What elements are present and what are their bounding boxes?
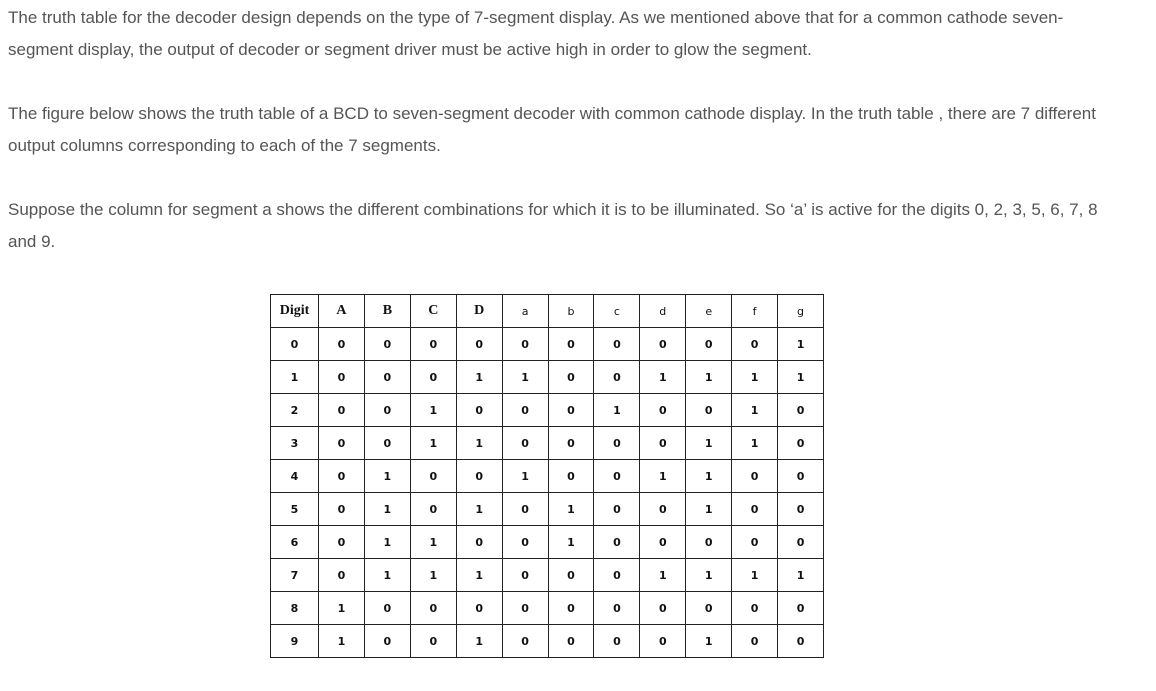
column-header: f — [732, 295, 778, 328]
table-cell: 0 — [640, 592, 686, 625]
table-cell: 1 — [594, 394, 640, 427]
table-cell: 1 — [456, 427, 502, 460]
table-cell: 0 — [640, 526, 686, 559]
table-cell: 0 — [319, 493, 365, 526]
table-cell: 1 — [778, 328, 824, 361]
table-cell: 1 — [686, 625, 732, 658]
table-row — [271, 394, 824, 427]
table-cell: 0 — [594, 427, 640, 460]
table-cell: 0 — [778, 592, 824, 625]
table-cell: 1 — [732, 559, 778, 592]
table-cell: 2 — [271, 394, 319, 427]
table-cell: 0 — [502, 427, 548, 460]
table-row — [271, 526, 824, 559]
table-cell: 0 — [778, 526, 824, 559]
table-cell: 1 — [456, 625, 502, 658]
table-cell: 0 — [594, 493, 640, 526]
table-cell: 0 — [732, 328, 778, 361]
table-cell: 0 — [548, 592, 594, 625]
table-cell: 0 — [502, 559, 548, 592]
table-cell: 1 — [364, 526, 410, 559]
table-cell: 0 — [778, 625, 824, 658]
table-cell: 0 — [548, 625, 594, 658]
table-cell: 1 — [548, 493, 594, 526]
table-row — [271, 460, 824, 493]
table-cell: 1 — [732, 394, 778, 427]
table-cell: 1 — [686, 460, 732, 493]
table-cell: 0 — [640, 427, 686, 460]
table-cell: 0 — [319, 361, 365, 394]
table-cell: 1 — [319, 592, 365, 625]
table-cell: 0 — [364, 625, 410, 658]
column-header: C — [410, 295, 456, 328]
column-header: D — [456, 295, 502, 328]
table-cell: 0 — [548, 361, 594, 394]
table-cell: 0 — [594, 625, 640, 658]
table-cell: 0 — [319, 559, 365, 592]
column-header: a — [502, 295, 548, 328]
table-cell: 0 — [410, 625, 456, 658]
table-cell: 0 — [778, 493, 824, 526]
table-cell: 0 — [548, 328, 594, 361]
table-cell: 1 — [456, 559, 502, 592]
table-cell: 1 — [686, 427, 732, 460]
table-row — [271, 427, 824, 460]
table-cell: 0 — [594, 559, 640, 592]
paragraph-segment-a: Suppose the column for segment a shows the different combinations for which it is to be illuminated. So ‘a’ is active for the digits 0, 2, 3, 5, 6, 7, 8 and 9. — [8, 200, 1098, 251]
table-cell: 0 — [319, 394, 365, 427]
table-cell: 3 — [271, 427, 319, 460]
table-cell: 0 — [686, 328, 732, 361]
table-cell: 4 — [271, 460, 319, 493]
table-cell: 6 — [271, 526, 319, 559]
table-cell: 0 — [686, 592, 732, 625]
table-row — [271, 361, 824, 394]
table-cell: 0 — [732, 625, 778, 658]
table-cell: 1 — [502, 361, 548, 394]
paragraph-decoder-design: The truth table for the decoder design depends on the type of 7-segment display. As we mentioned above that for a common cathode seven-segment display, the output of decoder or segment driver must be active high in order to glow the segment. — [8, 8, 1064, 59]
table-cell: 0 — [502, 526, 548, 559]
table-cell: 0 — [502, 394, 548, 427]
table-cell: 1 — [364, 460, 410, 493]
table-cell: 0 — [502, 328, 548, 361]
table-row — [271, 493, 824, 526]
column-header: B — [364, 295, 410, 328]
paragraph-truth-table-intro: The figure below shows the truth table of a BCD to seven-segment decoder with common cathode display. In the truth table , there are 7 different output columns corresponding to each of the 7 segments. — [8, 104, 1096, 155]
table-cell: 0 — [364, 592, 410, 625]
table-cell: 1 — [410, 427, 456, 460]
table-cell: 8 — [271, 592, 319, 625]
table-cell: 1 — [548, 526, 594, 559]
table-cell: 1 — [686, 361, 732, 394]
table-cell: 0 — [594, 592, 640, 625]
table-cell: 1 — [271, 361, 319, 394]
table-cell: 1 — [640, 559, 686, 592]
table-cell: 1 — [640, 361, 686, 394]
table-cell: 0 — [732, 592, 778, 625]
table-cell: 0 — [319, 427, 365, 460]
table-cell: 0 — [594, 328, 640, 361]
table-cell: 0 — [640, 328, 686, 361]
table-cell: 0 — [686, 394, 732, 427]
table-cell: 0 — [640, 493, 686, 526]
table-cell: 0 — [548, 394, 594, 427]
table-cell: 0 — [594, 526, 640, 559]
table-cell: 0 — [548, 427, 594, 460]
table-cell: 0 — [456, 526, 502, 559]
table-cell: 0 — [502, 493, 548, 526]
table-cell: 0 — [456, 328, 502, 361]
table-cell: 0 — [640, 394, 686, 427]
table-cell: 0 — [778, 427, 824, 460]
table-cell: 1 — [364, 493, 410, 526]
column-header: b — [548, 295, 594, 328]
table-cell: 0 — [410, 493, 456, 526]
table-cell: 1 — [364, 559, 410, 592]
table-cell: 0 — [319, 526, 365, 559]
table-cell: 0 — [319, 328, 365, 361]
table-cell: 0 — [594, 361, 640, 394]
table-cell: 0 — [594, 460, 640, 493]
table-cell: 1 — [410, 559, 456, 592]
table-cell: 1 — [502, 460, 548, 493]
table-cell: 0 — [456, 460, 502, 493]
table-cell: 0 — [686, 526, 732, 559]
column-header: c — [594, 295, 640, 328]
table-cell: 1 — [410, 526, 456, 559]
table-cell: 1 — [732, 427, 778, 460]
column-header: d — [640, 295, 686, 328]
table-cell: 1 — [686, 493, 732, 526]
table-cell: 0 — [502, 592, 548, 625]
column-header: g — [778, 295, 824, 328]
table-cell: 0 — [364, 427, 410, 460]
table-cell: 0 — [732, 526, 778, 559]
table-cell: 0 — [502, 625, 548, 658]
table-cell: 0 — [271, 328, 319, 361]
table-cell: 0 — [778, 394, 824, 427]
table-cell: 0 — [548, 460, 594, 493]
table-cell: 0 — [732, 493, 778, 526]
table-cell: 1 — [686, 559, 732, 592]
table-cell: 0 — [548, 559, 594, 592]
table-cell: 9 — [271, 625, 319, 658]
table-cell: 7 — [271, 559, 319, 592]
table-cell: 0 — [640, 625, 686, 658]
table-cell: 0 — [732, 460, 778, 493]
table-cell: 0 — [778, 460, 824, 493]
table-cell: 0 — [410, 460, 456, 493]
column-header: Digit — [271, 295, 319, 328]
table-cell: 0 — [410, 361, 456, 394]
table-cell: 1 — [319, 625, 365, 658]
table-cell: 5 — [271, 493, 319, 526]
table-cell: 0 — [319, 460, 365, 493]
table-cell: 1 — [456, 493, 502, 526]
table-cell: 0 — [410, 328, 456, 361]
table-row — [271, 625, 824, 658]
column-header: A — [319, 295, 365, 328]
column-header: e — [686, 295, 732, 328]
table-cell: 0 — [364, 328, 410, 361]
table-cell: 0 — [456, 592, 502, 625]
table-cell: 1 — [732, 361, 778, 394]
table-cell: 1 — [410, 394, 456, 427]
table-cell: 1 — [778, 361, 824, 394]
table-row — [271, 559, 824, 592]
table-cell: 1 — [778, 559, 824, 592]
table-row — [271, 328, 824, 361]
table-cell: 0 — [364, 361, 410, 394]
table-cell: 1 — [640, 460, 686, 493]
table-cell: 0 — [456, 394, 502, 427]
table-row — [271, 592, 824, 625]
truth-table — [270, 294, 824, 658]
table-cell: 0 — [410, 592, 456, 625]
table-cell: 0 — [364, 394, 410, 427]
table-cell: 1 — [456, 361, 502, 394]
table-header-row — [271, 295, 824, 328]
